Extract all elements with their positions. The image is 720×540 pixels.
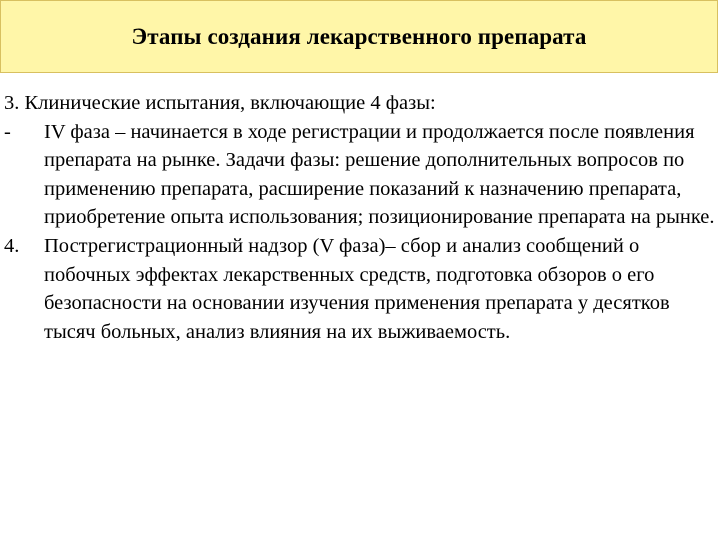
list-marker-number: 4. xyxy=(4,234,20,257)
list-item-text: Пострегистрационный надзор (V фаза)– сбор и анализ сообщений о побочных эффектах лекарственных средств, подготовка обзоров о его безопасности на основании изучения применения препарата у десятков тысяч больных, анализ влияния на их выживаемость. xyxy=(44,234,670,343)
slide-body xyxy=(4,89,716,346)
title-banner xyxy=(0,0,718,73)
list-marker-dash: - xyxy=(4,120,11,143)
list-item-text: IV фаза – начинается в ходе регистрации и продолжается после появления препарата на рынке. Задачи фазы: решение дополнительных вопросов по применению препарата, расширение показаний к назначению препарата, приобретение опыта использования; позиционирование препарата на рынке. xyxy=(44,120,715,229)
list-item-postmarketing xyxy=(4,232,716,346)
intro-line: 3. Клинические испытания, включающие 4 фазы: xyxy=(4,92,436,114)
slide-title: Этапы создания лекарственного препарата xyxy=(131,23,587,49)
list-item-phase-4 xyxy=(4,118,716,232)
